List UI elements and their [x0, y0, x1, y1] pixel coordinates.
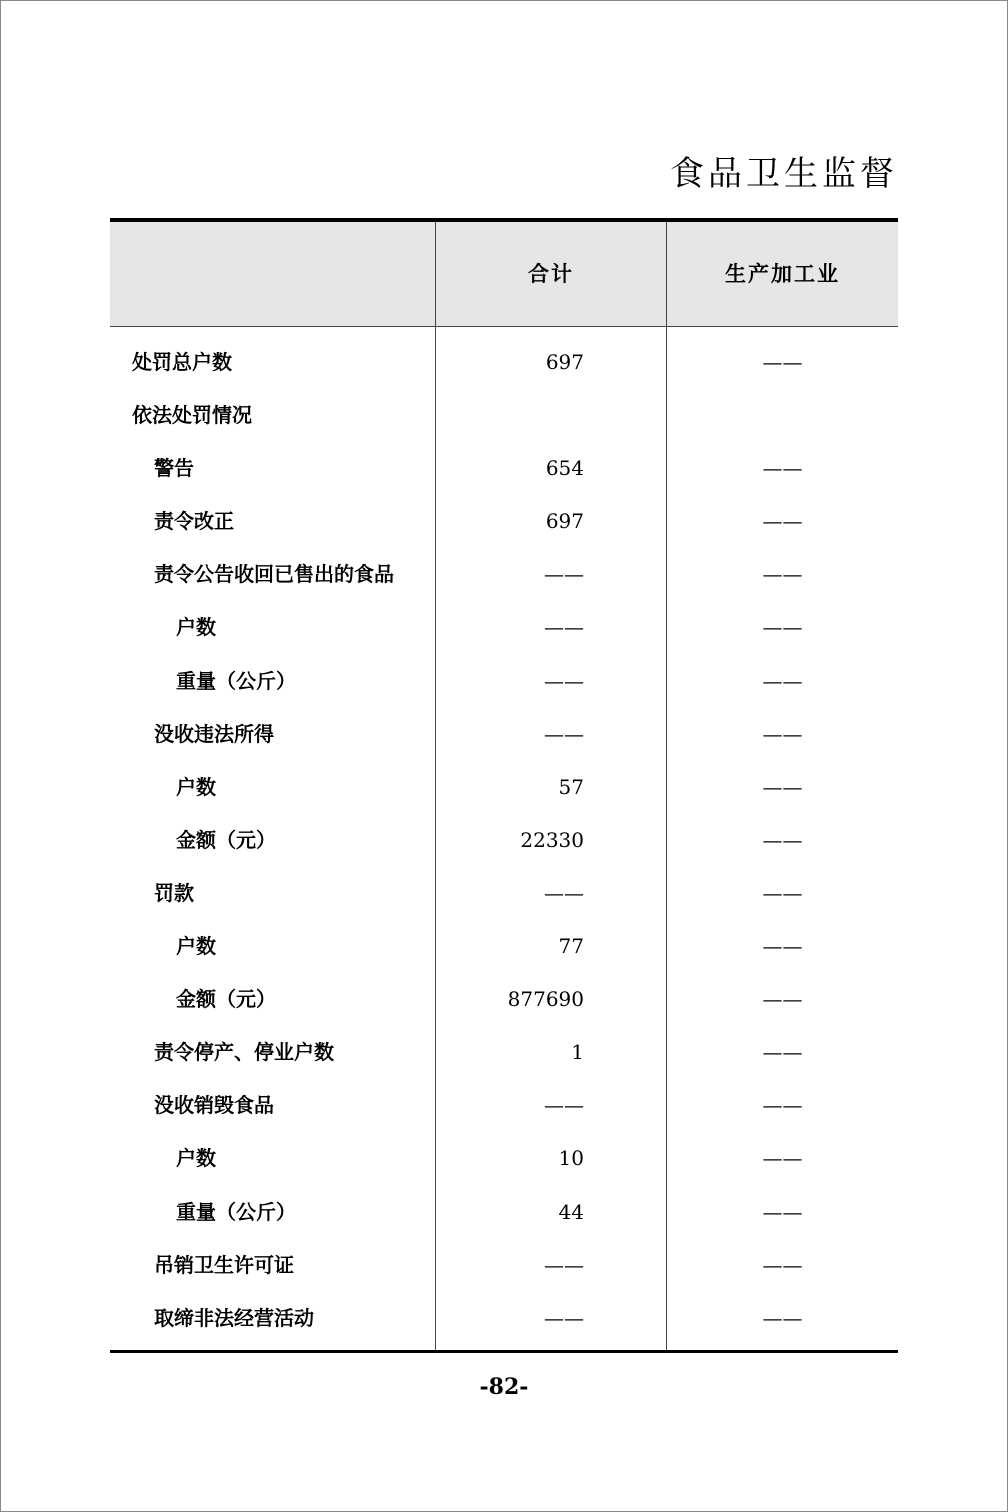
cell-production: —— — [762, 456, 803, 481]
cell-production: —— — [762, 774, 803, 799]
table-body — [110, 336, 898, 1345]
table-row — [110, 1186, 898, 1239]
cell-total: 1 — [571, 1040, 584, 1065]
cell-total: 10 — [558, 1146, 584, 1171]
cell-total: —— — [544, 668, 584, 693]
table-row — [110, 1239, 898, 1292]
row-label: 责令停产、停业户数 — [154, 1040, 334, 1065]
row-label: 警告 — [154, 456, 194, 481]
row-label: 吊销卫生许可证 — [154, 1252, 294, 1277]
cell-total — [384, 389, 584, 442]
table-row — [110, 442, 898, 495]
cell-production: —— — [762, 1093, 803, 1118]
cell-production — [667, 389, 898, 442]
table-row — [110, 1079, 898, 1132]
cell-total: —— — [544, 1305, 584, 1330]
cell-production: —— — [762, 562, 803, 587]
row-label: 责令改正 — [154, 509, 234, 534]
page-title: 食品卫生监督 — [670, 154, 898, 194]
cell-production: —— — [762, 509, 803, 534]
row-label: 金额（元） — [176, 987, 276, 1012]
table-row — [110, 389, 898, 442]
cell-production: —— — [762, 987, 803, 1012]
cell-total: 654 — [545, 456, 584, 481]
cell-total: —— — [544, 615, 584, 640]
cell-total: 44 — [558, 1199, 584, 1224]
cell-production: —— — [762, 1252, 803, 1277]
table-row — [110, 655, 898, 708]
cell-total: —— — [544, 1252, 584, 1277]
cell-total: 57 — [558, 774, 584, 799]
table-row — [110, 814, 898, 867]
cell-total: 22330 — [520, 827, 584, 852]
cell-production: —— — [762, 1146, 803, 1171]
cell-total: —— — [544, 880, 584, 905]
page-number: -82- — [479, 1374, 529, 1400]
cell-total: 697 — [545, 350, 584, 374]
cell-total: —— — [544, 721, 584, 746]
column-header-total: 合计 — [528, 262, 574, 286]
table-row — [110, 761, 898, 814]
table-row — [110, 336, 898, 389]
cell-total: —— — [544, 562, 584, 587]
table-row — [110, 708, 898, 761]
cell-total: 697 — [545, 509, 584, 534]
table-row — [110, 1132, 898, 1185]
row-label: 户数 — [176, 774, 216, 799]
table-row — [110, 601, 898, 654]
row-label: 依法处罚情况 — [132, 403, 252, 428]
cell-production: —— — [762, 1040, 803, 1065]
cell-production: —— — [762, 827, 803, 852]
row-label: 没收销毁食品 — [154, 1093, 274, 1118]
cell-production: —— — [762, 934, 803, 959]
table-row — [110, 973, 898, 1026]
row-label: 罚款 — [154, 880, 194, 905]
cell-production: —— — [762, 615, 803, 640]
cell-production: —— — [762, 721, 803, 746]
row-label: 取缔非法经营活动 — [154, 1305, 314, 1330]
column-header-production: 生产加工业 — [725, 262, 840, 286]
row-label: 户数 — [176, 934, 216, 959]
cell-total: 877690 — [507, 987, 584, 1012]
table-bottom-rule — [110, 1350, 898, 1353]
table-row — [110, 867, 898, 920]
row-label: 金额（元） — [176, 827, 276, 852]
row-label: 户数 — [176, 1146, 216, 1171]
cell-total: —— — [544, 1093, 584, 1118]
row-label: 没收违法所得 — [154, 721, 274, 746]
cell-total: 77 — [558, 934, 584, 959]
table-row — [110, 920, 898, 973]
cell-production: —— — [762, 1305, 803, 1330]
table-row — [110, 548, 898, 601]
table-row — [110, 1292, 898, 1345]
cell-production: —— — [762, 350, 803, 374]
row-label: 责令公告收回已售出的食品 — [154, 562, 394, 587]
cell-production: —— — [762, 1199, 803, 1224]
table-row — [110, 1026, 898, 1079]
cell-production: —— — [762, 880, 803, 905]
row-label: 重量（公斤） — [176, 668, 296, 693]
cell-production: —— — [762, 668, 803, 693]
table-row — [110, 495, 898, 548]
row-label: 处罚总户数 — [132, 350, 232, 374]
row-label: 户数 — [176, 615, 216, 640]
row-label: 重量（公斤） — [176, 1199, 296, 1224]
statistics-table — [110, 218, 898, 1354]
